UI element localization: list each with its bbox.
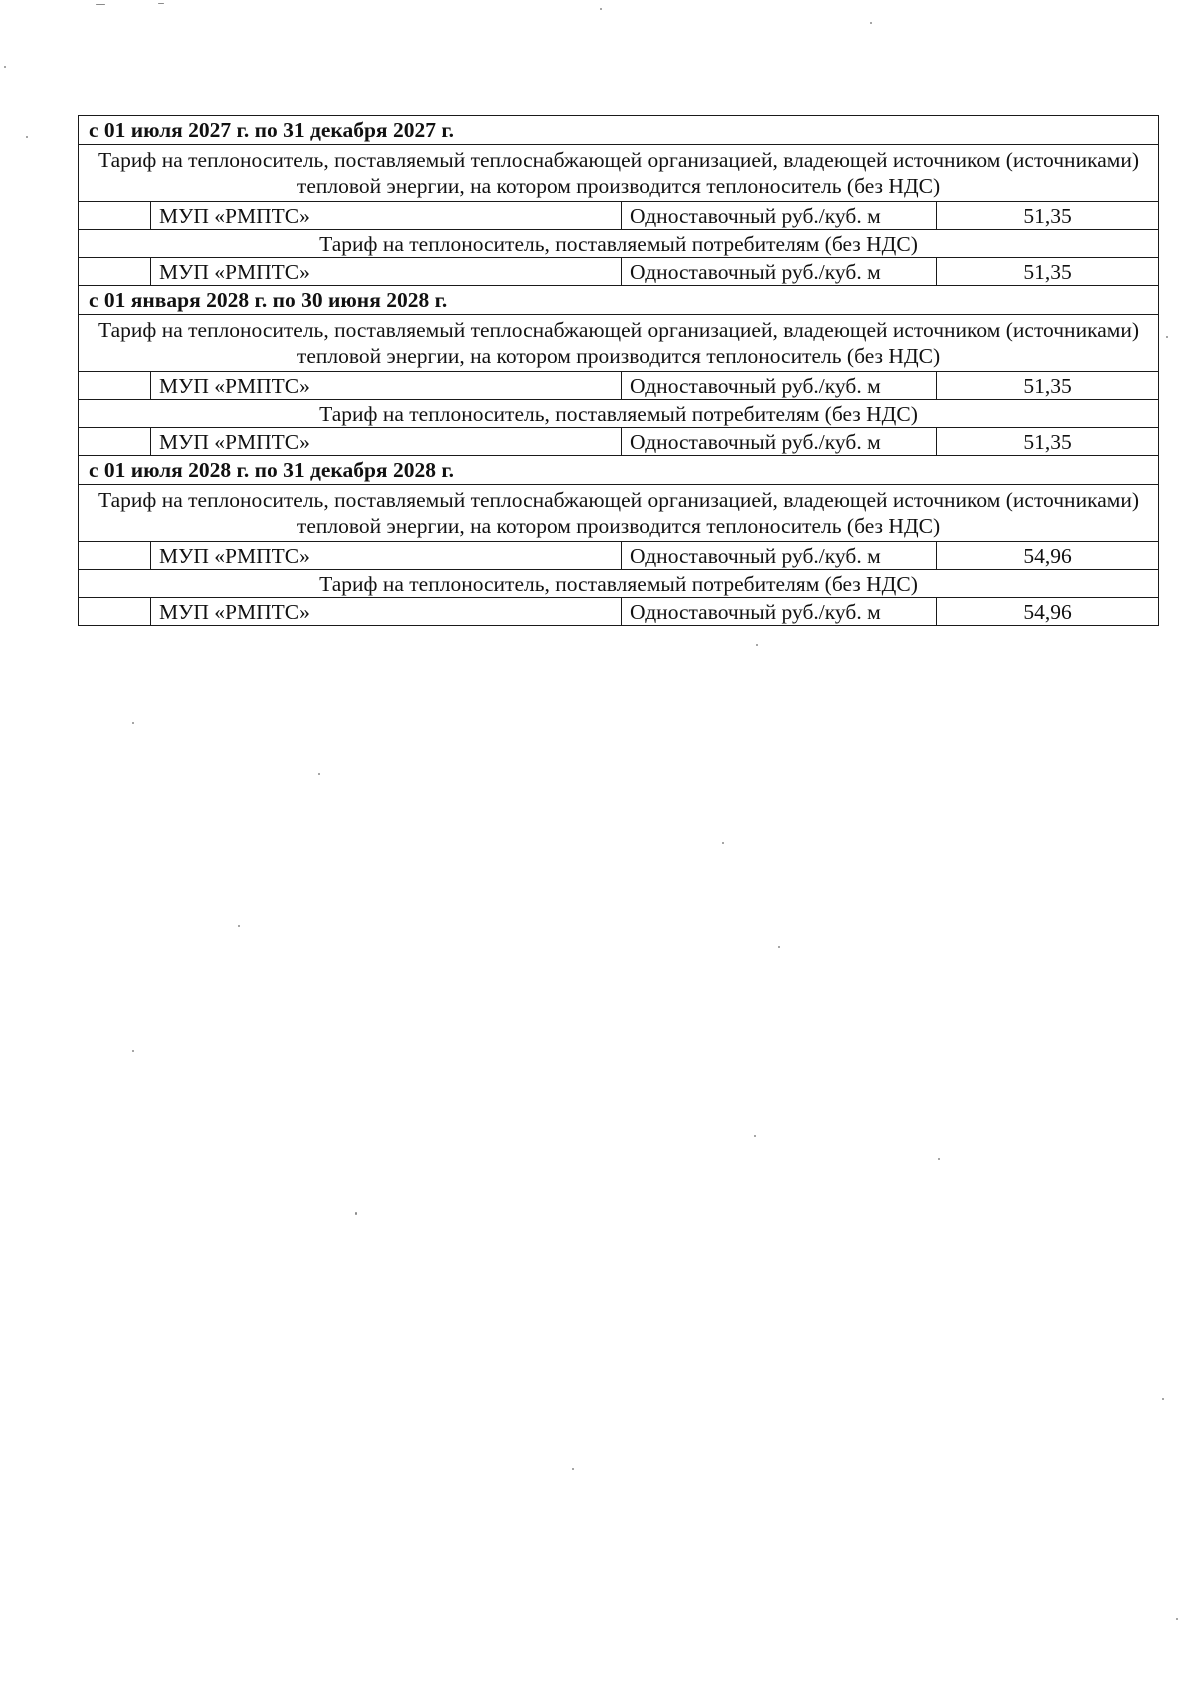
scan-speck — [1176, 1618, 1178, 1620]
consumer-tariff-title: Тариф на теплоноситель, поставляемый потребителям (без НДС) — [79, 570, 1159, 598]
period-title: с 01 января 2028 г. по 30 июня 2028 г. — [79, 286, 1159, 315]
supplier-tariff-title: Тариф на теплоноситель, поставляемый теплоснабжающей организацией, владеющей источником (источниками) тепловой энергии, на котором производится теплоноситель (без НДС) — [79, 485, 1159, 542]
row-index-cell — [79, 202, 151, 230]
scan-speck — [600, 8, 602, 10]
rate-type-cell: Одноставочный руб./куб. м — [622, 428, 937, 456]
organization-cell: МУП «РМПТС» — [151, 598, 622, 626]
organization-cell: МУП «РМПТС» — [151, 202, 622, 230]
tariff-table — [78, 115, 1159, 626]
scan-speck — [938, 1158, 940, 1160]
rate-type-cell: Одноставочный руб./куб. м — [622, 372, 937, 400]
supplier-tariff-title: Тариф на теплоноситель, поставляемый теплоснабжающей организацией, владеющей источником (источниками) тепловой энергии, на котором производится теплоноситель (без НДС) — [79, 145, 1159, 202]
scan-speck — [754, 1135, 756, 1137]
consumer-tariff-title-row — [79, 400, 1159, 428]
tariff-row — [79, 258, 1159, 286]
scan-speck — [26, 136, 28, 138]
period-header-row — [79, 456, 1159, 485]
scan-speck — [132, 722, 134, 724]
organization-cell: МУП «РМПТС» — [151, 372, 622, 400]
supplier-tariff-title-row — [79, 315, 1159, 372]
row-index-cell — [79, 372, 151, 400]
tariff-row — [79, 428, 1159, 456]
period-title: с 01 июля 2028 г. по 31 декабря 2028 г. — [79, 456, 1159, 485]
scan-speck — [132, 1050, 134, 1052]
row-index-cell — [79, 542, 151, 570]
row-index-cell — [79, 258, 151, 286]
rate-type-cell: Одноставочный руб./куб. м — [622, 542, 937, 570]
tariff-value-cell: 54,96 — [937, 598, 1159, 626]
period-title: с 01 июля 2027 г. по 31 декабря 2027 г. — [79, 116, 1159, 145]
scan-speck — [722, 842, 724, 844]
rate-type-cell: Одноставочный руб./куб. м — [622, 258, 937, 286]
scan-speck — [238, 925, 240, 927]
consumer-tariff-title-row — [79, 230, 1159, 258]
organization-cell: МУП «РМПТС» — [151, 258, 622, 286]
scan-speck — [4, 66, 6, 68]
scan-speck — [778, 946, 780, 948]
tariff-row — [79, 202, 1159, 230]
scan-speck — [355, 1212, 357, 1215]
period-header-row — [79, 286, 1159, 315]
tariff-value-cell: 51,35 — [937, 258, 1159, 286]
supplier-tariff-title-row — [79, 145, 1159, 202]
tariff-row — [79, 372, 1159, 400]
scan-speck — [870, 22, 872, 24]
scan-speck — [96, 4, 105, 5]
period-header-row — [79, 116, 1159, 145]
scan-speck — [572, 1468, 574, 1470]
rate-type-cell: Одноставочный руб./куб. м — [622, 202, 937, 230]
tariff-row — [79, 598, 1159, 626]
consumer-tariff-title: Тариф на теплоноситель, поставляемый потребителям (без НДС) — [79, 230, 1159, 258]
row-index-cell — [79, 428, 151, 456]
organization-cell: МУП «РМПТС» — [151, 428, 622, 456]
consumer-tariff-title-row — [79, 570, 1159, 598]
supplier-tariff-title-row — [79, 485, 1159, 542]
scan-speck — [1166, 336, 1168, 338]
tariff-value-cell: 51,35 — [937, 202, 1159, 230]
scan-speck — [756, 644, 758, 646]
row-index-cell — [79, 598, 151, 626]
tariff-value-cell: 54,96 — [937, 542, 1159, 570]
supplier-tariff-title: Тариф на теплоноситель, поставляемый теплоснабжающей организацией, владеющей источником (источниками) тепловой энергии, на котором производится теплоноситель (без НДС) — [79, 315, 1159, 372]
tariff-value-cell: 51,35 — [937, 372, 1159, 400]
scan-speck — [318, 773, 320, 775]
scan-speck — [1162, 1398, 1164, 1400]
rate-type-cell: Одноставочный руб./куб. м — [622, 598, 937, 626]
tariff-value-cell: 51,35 — [937, 428, 1159, 456]
organization-cell: МУП «РМПТС» — [151, 542, 622, 570]
tariff-row — [79, 542, 1159, 570]
scan-speck — [158, 3, 164, 4]
consumer-tariff-title: Тариф на теплоноситель, поставляемый потребителям (без НДС) — [79, 400, 1159, 428]
